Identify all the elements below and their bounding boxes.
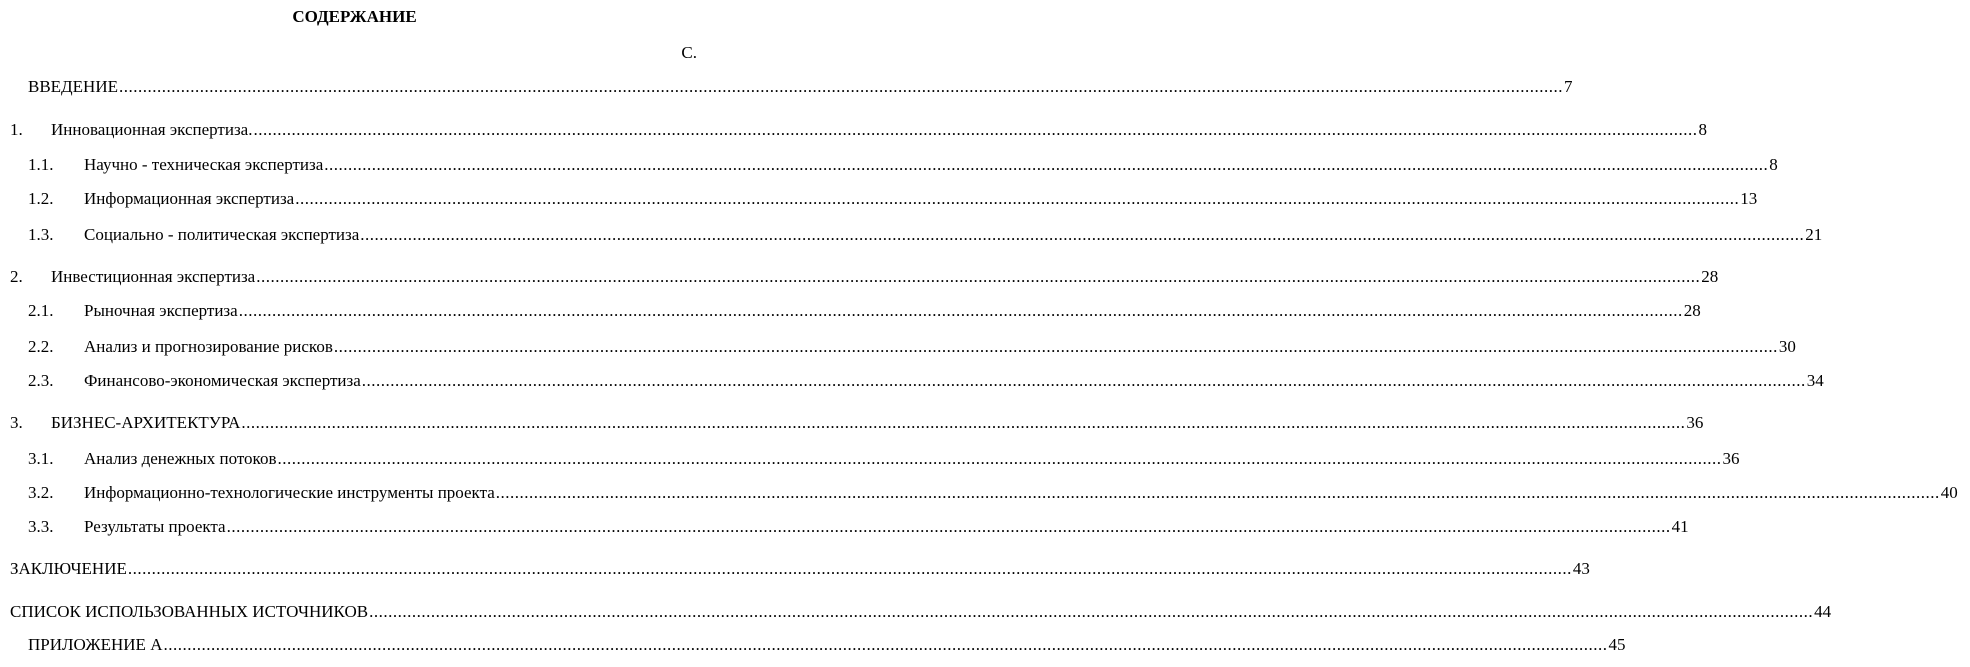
toc-page-number: 44 xyxy=(1814,602,1832,621)
toc-leader-dots xyxy=(119,76,1563,98)
toc-entry-number: 1. xyxy=(10,120,23,139)
toc-entry-title: БИЗНЕС-АРХИТЕКТУРА xyxy=(51,413,241,432)
toc-entry-number: 3.1. xyxy=(28,449,54,468)
toc-entry-title: ЗАКЛЮЧЕНИЕ xyxy=(10,559,127,578)
toc-entry-section-2-3[interactable] xyxy=(0,370,1824,392)
toc-entry-section-1-3[interactable] xyxy=(0,224,1823,246)
toc-entry-section-3[interactable] xyxy=(0,412,1704,434)
toc-page-number: 8 xyxy=(1698,120,1707,139)
toc-page-number: 8 xyxy=(1769,155,1778,174)
toc-page-number: 45 xyxy=(1608,635,1626,654)
toc-entry-number: 2. xyxy=(10,267,23,286)
toc-entry-bibliography[interactable] xyxy=(0,601,1832,623)
toc-entry-title: Рыночная экспертиза xyxy=(84,301,238,320)
toc-entry-section-2-2[interactable] xyxy=(0,336,1796,358)
toc-leader-dots xyxy=(369,601,1813,623)
toc-leader-dots xyxy=(496,482,1940,504)
page-column-header: С. xyxy=(681,43,697,62)
toc-page-number: 36 xyxy=(1686,413,1704,432)
toc-leader-dots xyxy=(239,300,1683,322)
toc-entry-title: Анализ денежных потоков xyxy=(84,449,277,468)
page-title: СОДЕРЖАНИЕ xyxy=(292,7,417,26)
toc-page-number: 30 xyxy=(1778,337,1796,356)
toc-entry-section-1-2[interactable] xyxy=(0,188,1758,210)
toc-leader-dots xyxy=(163,634,1607,656)
toc-leader-dots xyxy=(256,266,1700,288)
toc-entry-title: Инвестиционная экспертиза xyxy=(51,267,256,286)
toc-entry-section-3-1[interactable] xyxy=(0,448,1740,470)
toc-entry-number: 1.2. xyxy=(28,189,54,208)
toc-entry-title: Финансово-экономическая экспертиза xyxy=(84,371,361,390)
toc-page-number: 28 xyxy=(1683,301,1701,320)
toc-page-number: 36 xyxy=(1722,449,1740,468)
toc-entry-number: 3.2. xyxy=(28,483,54,502)
toc-entry-section-2[interactable] xyxy=(0,266,1719,288)
toc-page-number: 7 xyxy=(1563,77,1573,96)
toc-entry-title: ПРИЛОЖЕНИЕ А xyxy=(28,635,163,654)
toc-page-number: 43 xyxy=(1572,559,1590,578)
toc-entry-title: Инновационная экспертиза. xyxy=(51,120,253,139)
toc-leader-dots xyxy=(277,448,1721,470)
toc-leader-dots xyxy=(295,188,1739,210)
toc-leader-dots xyxy=(128,558,1572,580)
toc-leader-dots xyxy=(241,412,1685,434)
toc-entry-introduction[interactable] xyxy=(0,76,1573,98)
toc-entry-number: 2.3. xyxy=(28,371,54,390)
toc-entry-section-1[interactable] xyxy=(0,119,1707,141)
toc-entry-title: Информационно-технологические инструменты проекта xyxy=(84,483,495,502)
toc-leader-dots xyxy=(324,154,1768,176)
toc-entry-title: СПИСОК ИСПОЛЬЗОВАННЫХ ИСТОЧНИКОВ xyxy=(10,602,369,621)
toc-entry-number: 2.1. xyxy=(28,301,54,320)
toc-entry-conclusion[interactable] xyxy=(0,558,1590,580)
toc-entry-number: 3.3. xyxy=(28,517,54,536)
toc-entry-appendix-a[interactable] xyxy=(0,634,1626,656)
toc-leader-dots xyxy=(253,119,1697,141)
toc-entry-title: Результаты проекта xyxy=(84,517,226,536)
toc-page-number: 21 xyxy=(1805,225,1823,244)
toc-page-number: 34 xyxy=(1806,371,1824,390)
toc-page-number: 13 xyxy=(1740,189,1758,208)
toc-leader-dots xyxy=(362,370,1806,392)
toc-page-number: 28 xyxy=(1701,267,1719,286)
toc-entry-title: ВВЕДЕНИЕ xyxy=(28,77,118,96)
toc-entry-number: 1.1. xyxy=(28,155,54,174)
toc-entry-title: Информационная экспертиза xyxy=(84,189,295,208)
toc-leader-dots xyxy=(227,516,1671,538)
toc-entry-title: Анализ и прогнозирование рисков xyxy=(84,337,333,356)
toc-page-number: 40 xyxy=(1940,483,1958,502)
toc-entry-section-2-1[interactable] xyxy=(0,300,1701,322)
toc-entry-title: Социально - политическая экспертиза xyxy=(84,225,360,244)
toc-entry-number: 1.3. xyxy=(28,225,54,244)
toc-page-number: 41 xyxy=(1671,517,1689,536)
toc-entry-section-1-1[interactable] xyxy=(0,154,1778,176)
toc-entry-number: 2.2. xyxy=(28,337,54,356)
toc-leader-dots xyxy=(360,224,1804,246)
toc-entry-title: Научно - техническая экспертиза xyxy=(84,155,324,174)
toc-entry-section-3-2[interactable] xyxy=(0,482,1958,504)
toc-entry-section-3-3[interactable] xyxy=(0,516,1689,538)
toc-entry-number: 3. xyxy=(10,413,23,432)
toc-leader-dots xyxy=(334,336,1778,358)
